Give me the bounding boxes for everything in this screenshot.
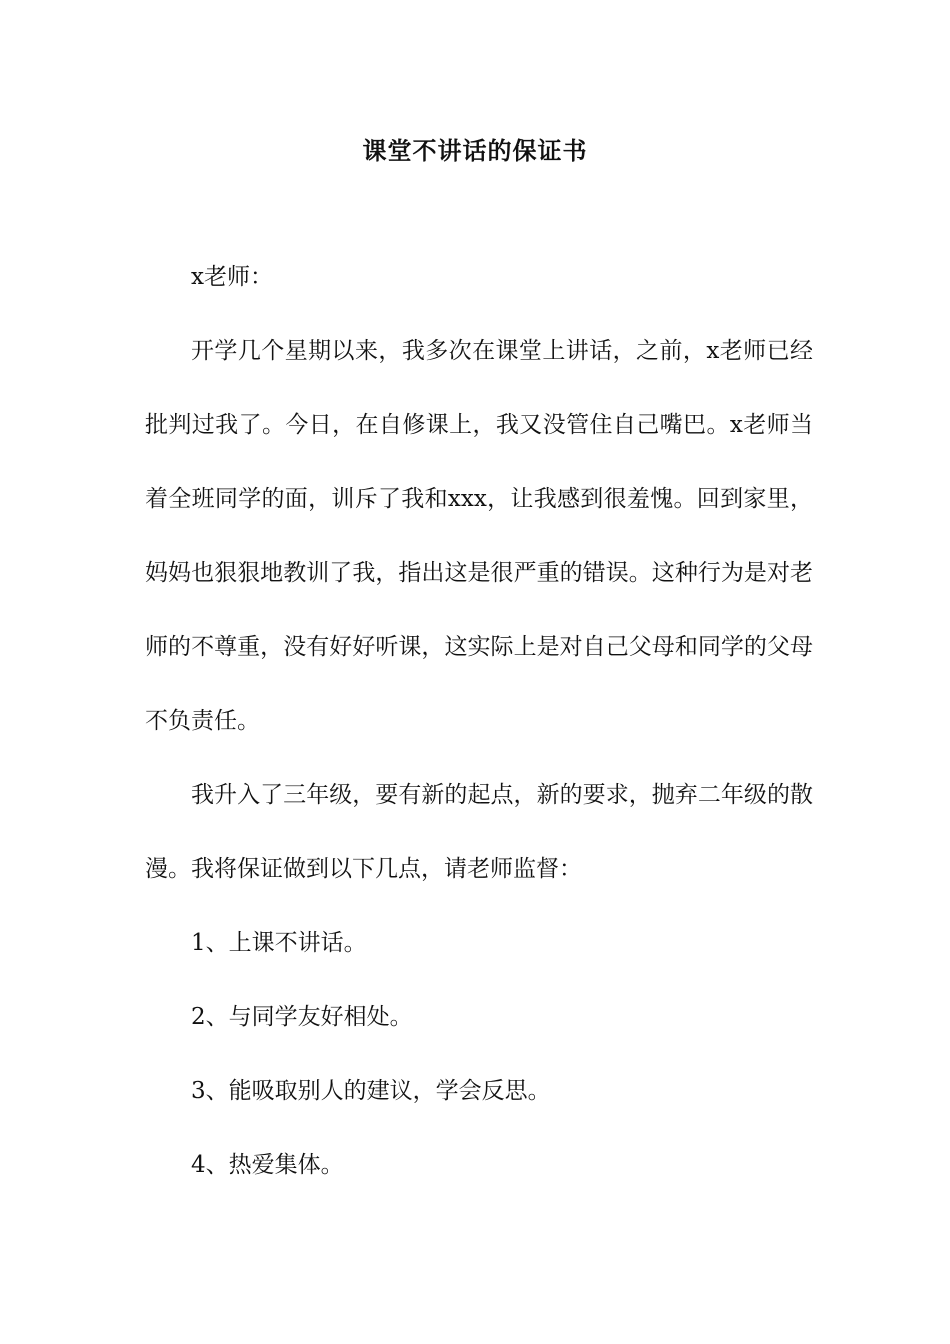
list-item: 2、与同学友好相处。	[191, 1004, 413, 1030]
document-body	[145, 240, 813, 1202]
document-title: 课堂不讲话的保证书	[362, 136, 588, 165]
paragraph: 我升入了三年级，要有新的起点，新的要求，抛弃二年级的散漫。我将保证做到以下几点，请老师监督：	[145, 782, 813, 882]
salutation: x老师：	[191, 264, 273, 290]
list-item: 4、热爱集体。	[191, 1152, 344, 1178]
paragraph: 开学几个星期以来，我多次在课堂上讲话，之前，x老师已经批判过我了。今日，在自修课上，我又没管住自己嘴巴。x老师当着全班同学的面，训斥了我和xxx，让我感到很羞愧。回到家里，妈妈也狠狠地教训了我，指出这是很严重的错误。这种行为是对老师的不尊重，没有好好听课，这实际上是对自己父母和同学的父母不负责任。	[145, 338, 813, 734]
list-item: 1、上课不讲话。	[191, 930, 367, 956]
list-item: 3、能吸取别人的建议，学会反思。	[191, 1078, 551, 1104]
